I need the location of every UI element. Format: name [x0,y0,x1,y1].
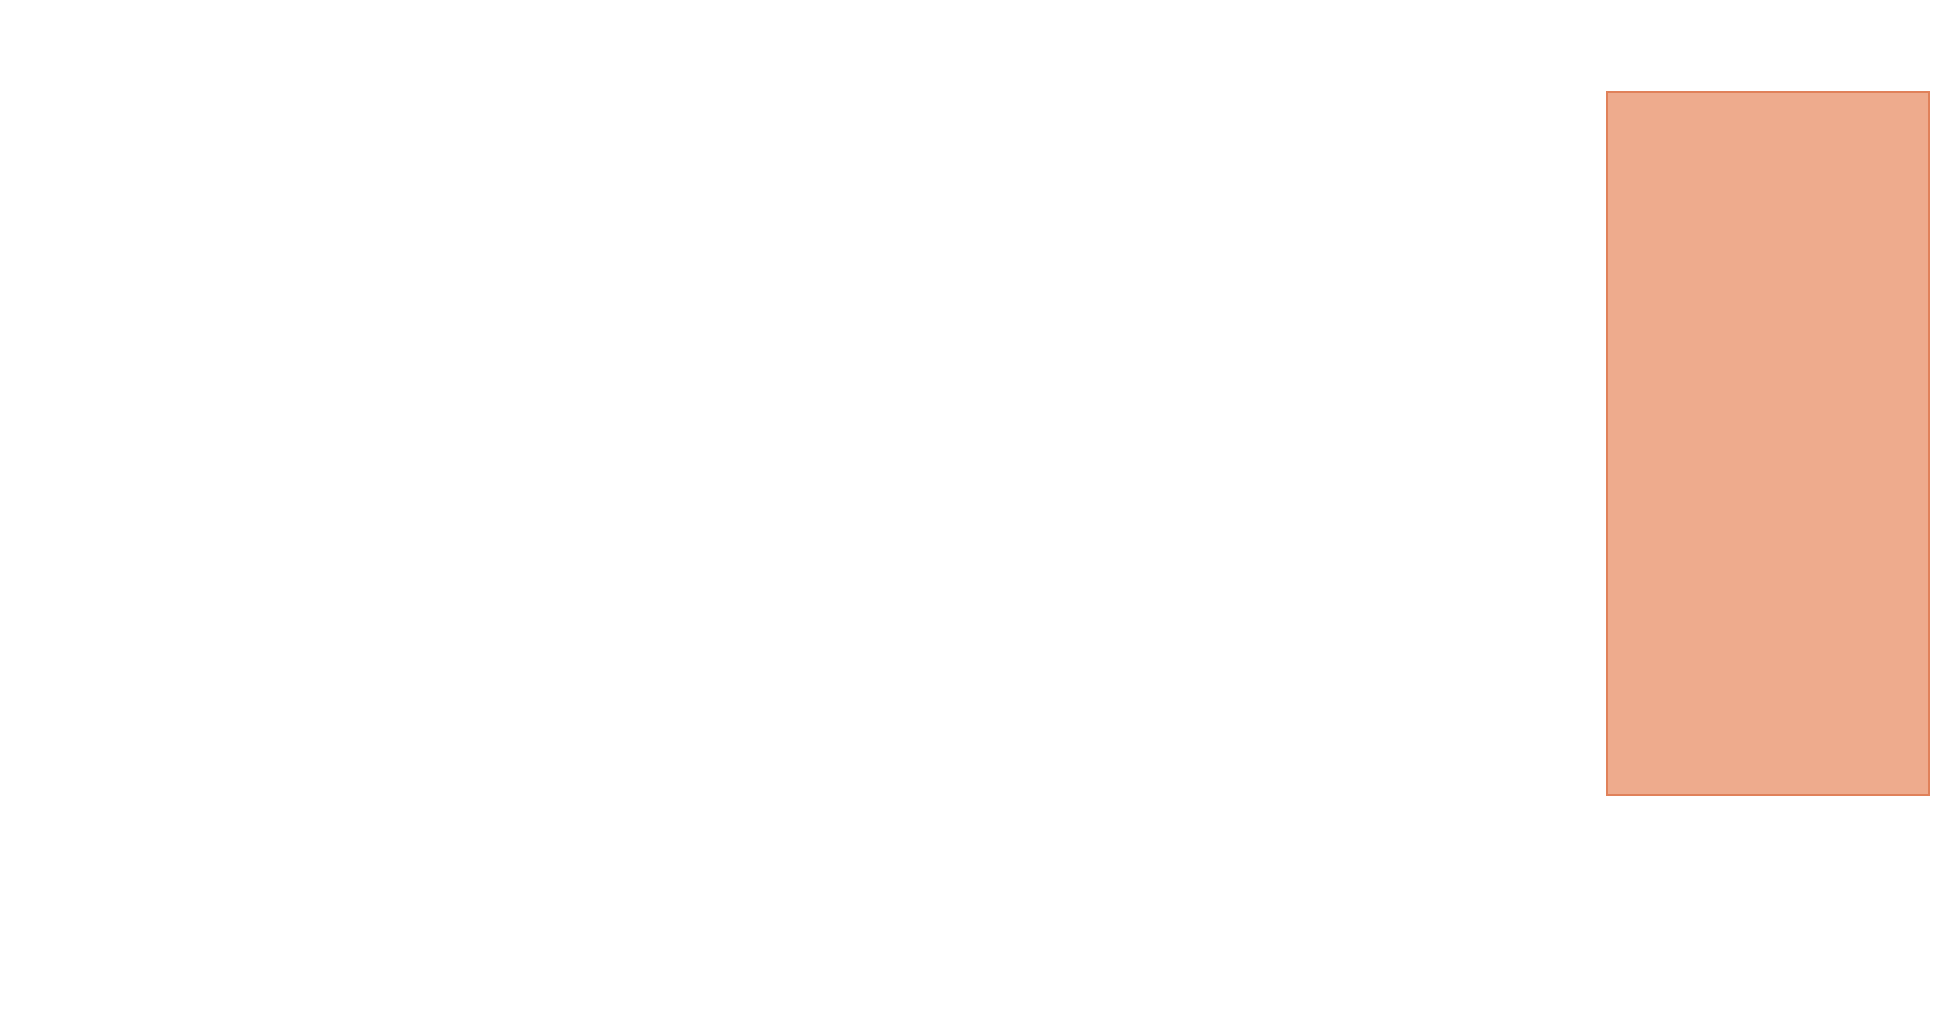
summary-box [1606,91,1930,796]
